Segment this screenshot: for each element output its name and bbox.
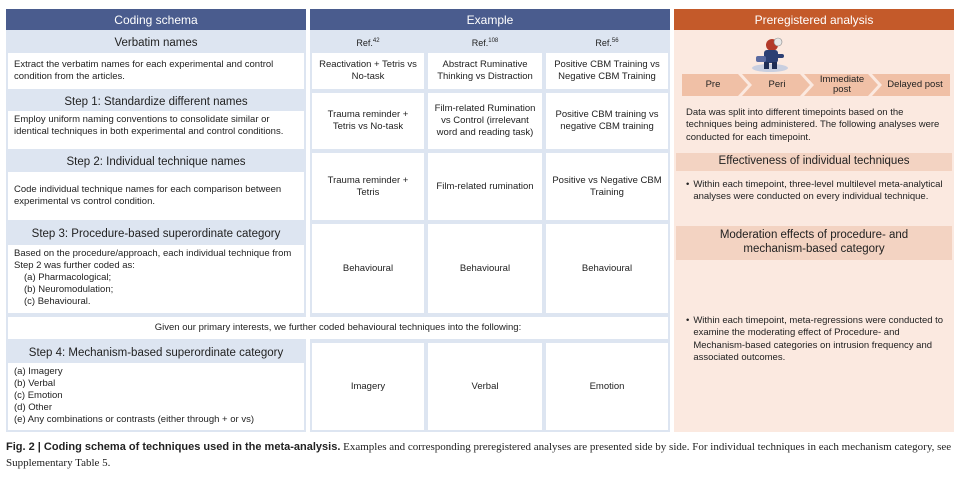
step4-line-3: (d) Other bbox=[14, 401, 53, 413]
example-step2-1: Trauma reminder + Tetris bbox=[312, 153, 424, 220]
row-verbatim-desc bbox=[8, 53, 304, 89]
coding-schema-header: Coding schema bbox=[6, 9, 306, 30]
ref-1-num: 42 bbox=[372, 38, 380, 44]
caption-label: Fig. 2 | Coding schema of techniques used in the meta-analysis. bbox=[6, 441, 341, 453]
effectiveness-bullet-text: Within each timepoint, three-level multilevel meta-analytical analyses were conducted on every individual technique. bbox=[693, 179, 943, 203]
timeline bbox=[682, 72, 950, 98]
step3-line-3: (c) Behavioural. bbox=[24, 295, 91, 307]
step4-line-4: (e) Any combinations or contrasts (either through + or vs) bbox=[14, 413, 254, 425]
person-illustration-icon bbox=[742, 34, 792, 74]
example-step4-2: Verbal bbox=[428, 343, 542, 430]
example-step3-2: Behavioural bbox=[428, 224, 542, 313]
interest-line: Given our primary interests, we further coded behavioural techniques into the following: bbox=[8, 317, 668, 339]
moderation-bullet-text: Within each timepoint, meta-regressions were conducted to examine the moderating effect of Procedure- and Mechanism-based categories on intrusion frequency and associated outcomes. bbox=[693, 315, 944, 364]
effectiveness-bullet bbox=[680, 176, 950, 220]
example-step4-3: Emotion bbox=[546, 343, 668, 430]
row-verbatim-desc-text: Extract the verbatim names for each experimental and control condition from the articles. bbox=[14, 59, 274, 82]
example-step2-3: Positive vs Negative CBM Training bbox=[546, 153, 668, 220]
example-verbatim-1: Reactivation + Tetris vs No-task bbox=[312, 53, 424, 89]
step3-line-2: (b) Neuromodulation; bbox=[24, 283, 114, 295]
example-verbatim-3: Positive CBM Training vs Negative CBM Training bbox=[546, 53, 668, 89]
row-step2-desc bbox=[8, 172, 304, 220]
effectiveness-bullet-dot: • bbox=[686, 179, 690, 190]
timeline-peri: Peri bbox=[768, 78, 786, 90]
row-step4-desc bbox=[8, 363, 304, 430]
example-step3-1: Behavioural bbox=[312, 224, 424, 313]
prereg-description: Data was split into different timepoints based on the techniques being administered. The following analyses were conducted for each timepoint. bbox=[686, 107, 940, 143]
step4-line-0: (a) Imagery bbox=[14, 366, 63, 377]
timeline-pre: Pre bbox=[705, 78, 721, 90]
moderation-title: Moderation effects of procedure- and mechanism-based category bbox=[676, 226, 952, 260]
step3-line-1: (a) Pharmacological; bbox=[24, 271, 112, 283]
ref-3-num: 56 bbox=[611, 38, 619, 44]
row-step2-desc-text: Code individual technique names for each comparison between experimental vs control condition. bbox=[14, 184, 282, 207]
example-step4-1: Imagery bbox=[312, 343, 424, 430]
prereg-header: Preregistered analysis bbox=[674, 9, 954, 30]
timeline-delayed-post: Delayed post bbox=[887, 78, 943, 90]
ref-3-label: Ref. bbox=[595, 38, 612, 48]
ref-2 bbox=[428, 38, 542, 50]
ref-2-label: Ref. bbox=[471, 38, 489, 48]
row-step2-title: Step 2: Individual technique names bbox=[8, 153, 304, 171]
example-header: Example bbox=[310, 9, 670, 30]
figure-caption bbox=[6, 440, 954, 476]
example-step1-2: Film-related Rumination vs Control (irrelevant word and reading task) bbox=[428, 93, 542, 149]
moderation-bullet-dot: • bbox=[686, 315, 690, 326]
moderation-bullet bbox=[680, 312, 950, 368]
example-verbatim-2: Abstract Ruminative Thinking vs Distraction bbox=[428, 53, 542, 89]
ref-2-num: 108 bbox=[488, 38, 499, 44]
example-step1-1: Trauma reminder + Tetris vs No-task bbox=[312, 93, 424, 149]
timeline-immediate-post: Immediate post bbox=[819, 73, 865, 95]
example-step1-3: Positive CBM training vs negative CBM training bbox=[546, 93, 668, 149]
example-step2-2: Film-related rumination bbox=[428, 153, 542, 220]
effectiveness-title: Effectiveness of individual techniques bbox=[676, 153, 952, 171]
step4-line-1: (b) Verbal bbox=[14, 377, 56, 389]
row-step3-title: Step 3: Procedure-based superordinate category bbox=[8, 224, 304, 244]
caption-text: Examples and corresponding preregistered analyses are presented side by side. For individual techniques in each mechanism category, see Supplementary Table 5. bbox=[6, 441, 952, 469]
row-step1-desc: Employ uniform naming conventions to consolidate similar or identical techniques in both experimental and control conditions. bbox=[8, 111, 304, 149]
row-step3-desc bbox=[8, 245, 304, 313]
ref-3 bbox=[546, 38, 668, 50]
example-step3-3: Behavioural bbox=[546, 224, 668, 313]
ref-1-label: Ref. bbox=[356, 38, 373, 48]
step4-line-2: (c) Emotion bbox=[14, 389, 63, 401]
row-step1-title: Step 1: Standardize different names bbox=[8, 93, 304, 110]
row-verbatim-title: Verbatim names bbox=[8, 34, 304, 52]
row-step4-title: Step 4: Mechanism-based superordinate category bbox=[8, 343, 304, 362]
step3-line-0: Based on the procedure/approach, each individual technique from Step 2 was further coded as: bbox=[14, 248, 292, 271]
ref-1 bbox=[312, 38, 424, 50]
